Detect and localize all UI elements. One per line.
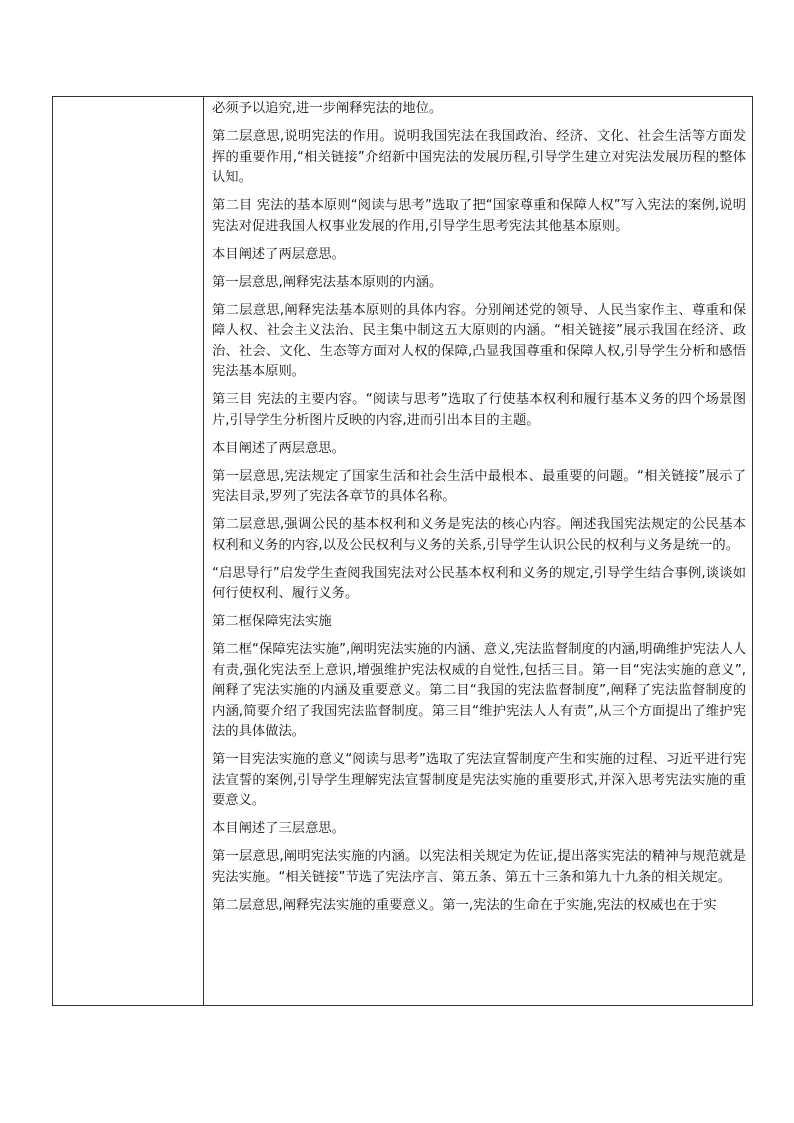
paragraph: 第一目宪法实施的意义“阅读与思考”选取了宪法宣誓制度产生和实施的过程、习近平进行宪法宣誓的案例,引导学生理解宪法宣誓制度是宪法实施的重要形式,并深入思考宪法实施的重要意义。	[212, 752, 746, 808]
paragraph: 本目阐述了三层意思。	[212, 821, 345, 836]
right-column-cell	[204, 97, 752, 1005]
paragraph: 本目阐述了两层意思。	[212, 246, 345, 262]
content-table	[52, 96, 753, 1006]
paragraph: 本目阐述了两层意思。	[212, 440, 345, 456]
paragraph: 第二层意思,阐释宪法实施的重要意义。第一,宪法的生命在于实施,宪法的权威也在于实	[212, 897, 717, 913]
paragraph: 必须予以追究,进一步阐释宪法的地位。	[212, 101, 443, 116]
paragraph: “启思导行”启发学生查阅我国宪法对公民基本权利和义务的规定,引导学生结合事例,谈谈如何行使权利、履行义务。	[212, 565, 746, 601]
paragraph: 第二框“保障宪法实施”,阐明宪法实施的内涵、意义,宪法监督制度的内涵,明确维护宪法人人有责,强化宪法至上意识,增强维护宪法权威的自觉性,包括三目。第一目“宪法实施的意义”,阐释了宪法实施的内涵及重要意义。第二目“我国的宪法监督制度”,阐释了宪法监督制度的内涵,简要介绍了我国宪法监督制度。第三目“维护宪法人人有责”,从三个方面提出了维护宪法的具体做法。	[212, 642, 746, 739]
left-column-cell	[53, 97, 204, 1005]
paragraph: 第二目 宪法的基本原则“阅读与思考”选取了把“国家尊重和保障人权”写入宪法的案例,说明宪法对促进我国人权事业发展的作用,引导学生思考宪法其他基本原则。	[212, 198, 746, 234]
paragraph: 第三目 宪法的主要内容。“阅读与思考”选取了行使基本权利和履行基本义务的四个场景图片,引导学生分析图片反映的内容,进而引出本目的主题。	[212, 392, 746, 428]
paragraph: 第二层意思,阐释宪法基本原则的具体内容。分别阐述党的领导、人民当家作主、尊重和保障人权、社会主义法治、民主集中制这五大原则的内涵。“相关链接”展示我国在经济、政治、社会、文化、生态等方面对人权的保障,凸显我国尊重和保障人权,引导学生分析和感悟宪法基本原则。	[212, 302, 746, 379]
section-heading: 第二框保障宪法实施	[212, 614, 332, 629]
paragraph: 第一层意思,宪法规定了国家生活和社会生活中最根本、最重要的问题。“相关链接”展示了宪法目录,罗列了宪法各章节的具体名称。	[212, 468, 746, 504]
paragraph: 第一层意思,阐释宪法基本原则的内涵。	[212, 274, 443, 290]
paragraph: 第一层意思,阐明宪法实施的内涵。以宪法相关规定为佐证,提出落实宪法的精神与规范就是宪法实施。“相关链接”节选了宪法序言、第五条、第五十三条和第九十九条的相关规定。	[212, 849, 746, 885]
paragraph: 第二层意思,强调公民的基本权利和义务是宪法的核心内容。阐述我国宪法规定的公民基本权利和义务的内容,以及公民权利与义务的关系,引导学生认识公民的权利与义务是统一的。	[212, 517, 746, 553]
paragraph: 第二层意思,说明宪法的作用。说明我国宪法在我国政治、经济、文化、社会生活等方面发挥的重要作用,“相关链接”介绍新中国宪法的发展历程,引导学生建立对宪法发展历程的整体认知。	[212, 129, 746, 185]
